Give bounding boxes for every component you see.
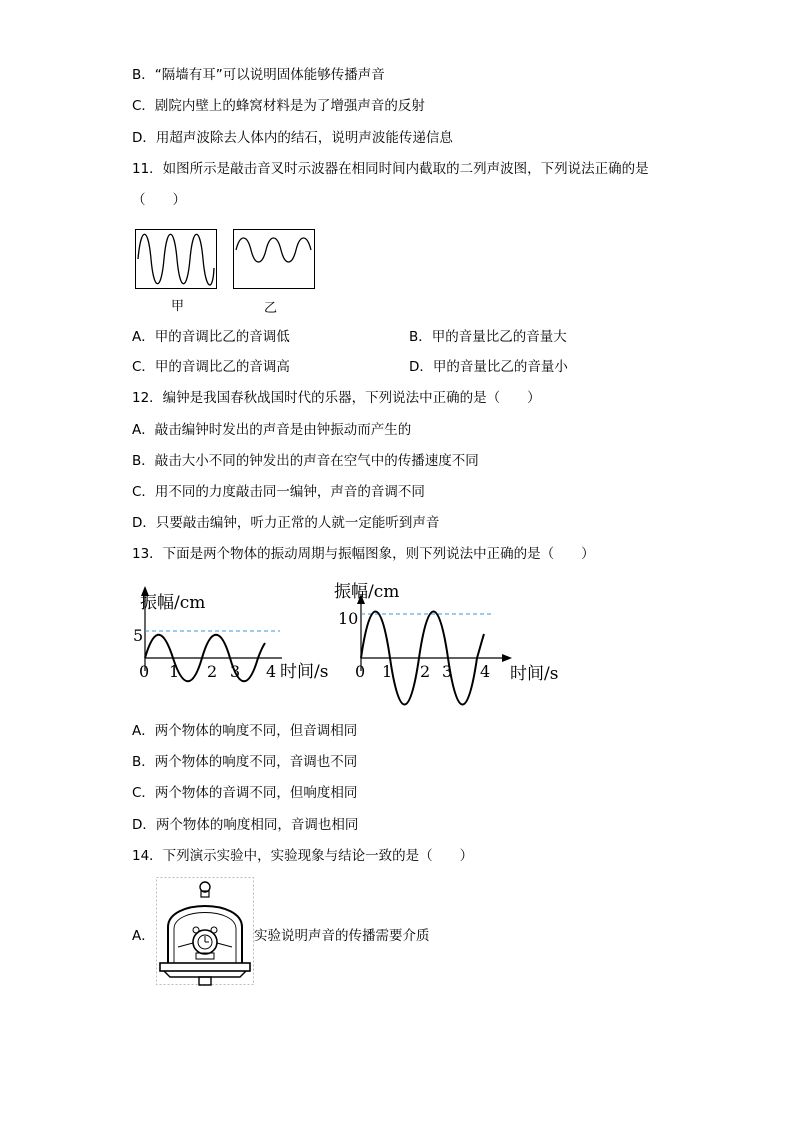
q13-option-d: D．两个物体的响度相同，音调也相同 [132, 817, 359, 833]
q10-option-d: D．用超声波除去人体内的结石，说明声波能传递信息 [132, 130, 453, 146]
right-tick-3: 3 [442, 662, 453, 681]
left-tick-3: 3 [230, 662, 241, 681]
q11-option-a: A．甲的音调比乙的音调低 [132, 329, 290, 345]
bell-jar-alarm-clock-image [156, 877, 254, 987]
q11-figure-label-b: 乙 [264, 301, 278, 316]
right-xlabel: 时间/s [510, 664, 559, 684]
left-tick-2: 2 [207, 662, 218, 681]
q12-stem: 12．编钟是我国春秋战国时代的乐器，下列说法中正确的是（ ） [132, 390, 541, 406]
left-xlabel: 时间/s [280, 662, 329, 682]
right-tick-4: 4 [480, 662, 491, 681]
left-ylabel: 振幅/cm [140, 593, 206, 613]
left-tick-1: 1 [169, 662, 180, 681]
waveform-a-wave [138, 234, 214, 285]
q11-waveform-figure [134, 228, 320, 314]
right-amplitude-label: 10 [338, 609, 359, 628]
q13-stem: 13．下面是两个物体的振动周期与振幅图象，则下列说法中正确的是（ ） [132, 546, 595, 562]
right-tick-0: 0 [355, 662, 366, 681]
q12-option-a: A．敲击编钟时发出的声音是由钟振动而产生的 [132, 422, 412, 438]
q12-option-d: D．只要敲击编钟，听力正常的人就一定能听到声音 [132, 515, 440, 531]
q10-option-b: B．“隔墙有耳”可以说明固体能够传播声音 [132, 67, 385, 83]
q11-figure-label-a: 甲 [171, 299, 185, 314]
q12-option-c: C．用不同的力度敲击同一编钟，声音的音调不同 [132, 484, 425, 500]
q11-option-c: C．甲的音调比乙的音调高 [132, 359, 290, 375]
q11-answer-paren: （ ） [132, 192, 186, 208]
right-tick-1: 1 [382, 662, 393, 681]
left-tick-4: 4 [266, 662, 277, 681]
q11-option-d: D．甲的音量比乙的音量小 [409, 359, 568, 375]
q14-option-a-prefix: A． [132, 928, 155, 944]
q11-stem: 11．如图所示是敲击音叉时示波器在相同时间内截取的二列声波图，下列说法正确的是 [132, 161, 649, 177]
left-tick-0: 0 [139, 662, 150, 681]
q13-option-c: C．两个物体的音调不同，但响度相同 [132, 785, 358, 801]
q13-option-b: B．两个物体的响度不同，音调也不同 [132, 754, 358, 770]
waveform-b-wave [236, 238, 311, 262]
q12-option-b: B．敲击大小不同的钟发出的声音在空气中的传播速度不同 [132, 453, 479, 469]
q13-option-a: A．两个物体的响度不同，但音调相同 [132, 723, 358, 739]
left-amplitude-label: 5 [133, 626, 144, 645]
q10-option-c: C．剧院内壁上的蜂窝材料是为了增强声音的反射 [132, 98, 425, 114]
right-ylabel: 振幅/cm [334, 582, 400, 602]
q14-option-a-text: 实验说明声音的传播需要介质 [254, 928, 430, 944]
right-tick-2: 2 [420, 662, 431, 681]
q14-stem: 14．下列演示实验中，实验现象与结论一致的是（ ） [132, 848, 474, 864]
q13-vibration-graphs [130, 576, 570, 711]
right-x-arrow [502, 654, 512, 662]
q11-option-b: B．甲的音量比乙的音量大 [409, 329, 567, 345]
